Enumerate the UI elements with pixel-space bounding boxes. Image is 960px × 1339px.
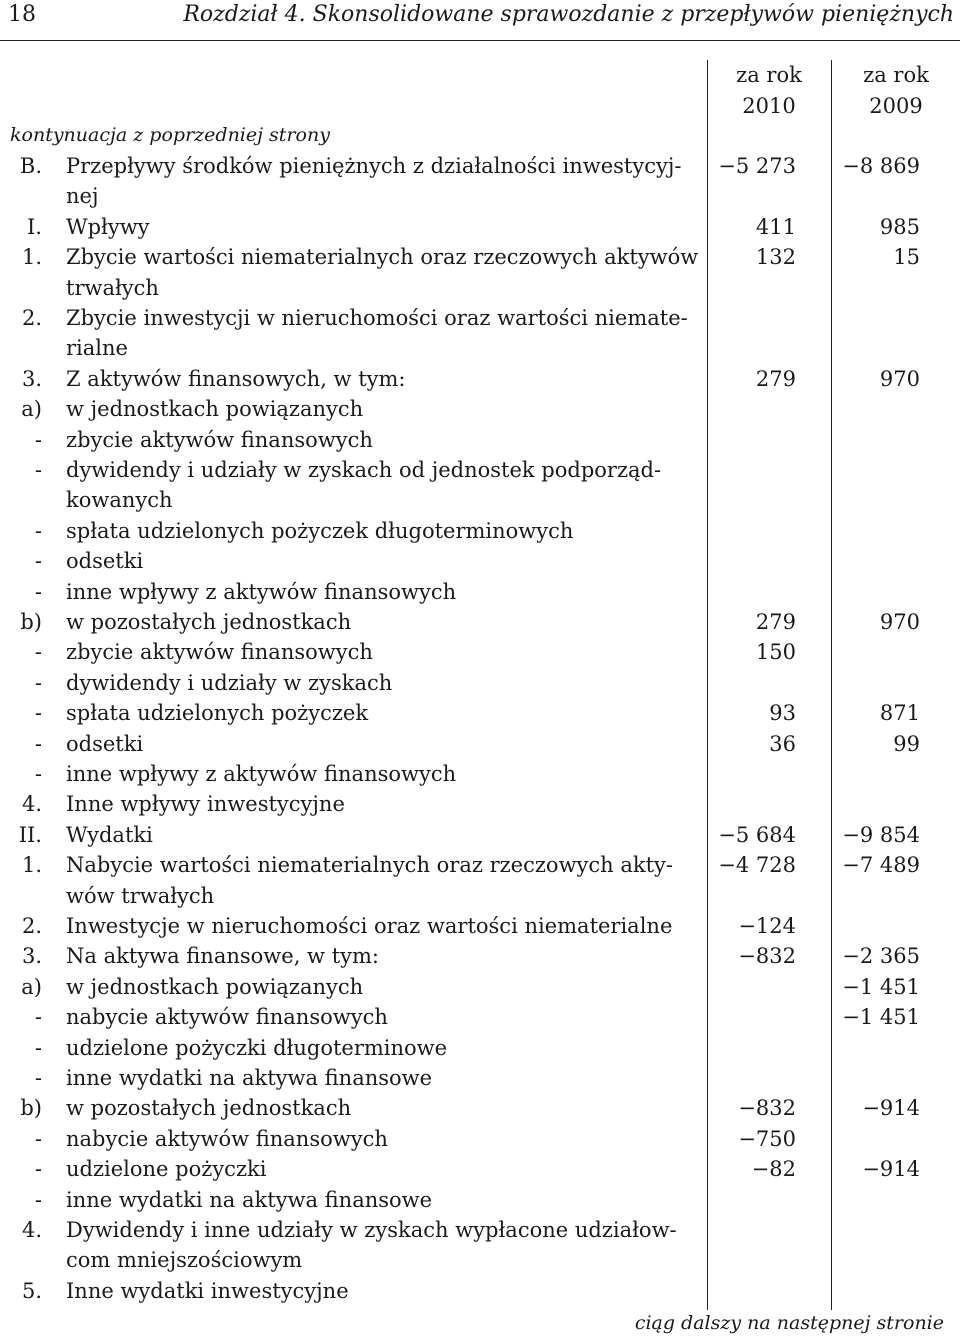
row-marker: -: [34, 518, 42, 543]
row-marker: 4.: [21, 792, 42, 817]
value-2010: 150: [755, 640, 796, 665]
row-label: odsetki: [66, 731, 144, 756]
value-2010: −832: [738, 944, 796, 969]
row-marker: 5.: [21, 1278, 42, 1303]
table-row: [0, 911, 960, 941]
row-label: Inwestycje w nieruchomości oraz wartości niematerialne: [66, 914, 673, 938]
value-2010: −5 273: [718, 154, 796, 178]
value-2010: 132: [755, 245, 796, 270]
row-label: spłata udzielonych pożyczek: [66, 701, 369, 726]
column-header-label: za rok: [863, 63, 929, 87]
row-marker: -: [34, 1157, 42, 1182]
page-number: 18: [8, 2, 36, 27]
value-2010: −4 728: [718, 853, 796, 878]
table-row: [0, 759, 960, 789]
value-2009: −914: [862, 1157, 920, 1182]
row-label: Z aktywów finansowych, w tym:: [66, 366, 406, 391]
value-2010: 36: [769, 731, 796, 756]
column-header-year: 2009: [869, 94, 923, 118]
table-row: [0, 820, 960, 850]
row-marker: -: [34, 670, 42, 695]
value-2009: 970: [879, 610, 920, 634]
table-row: [0, 729, 960, 759]
row-label: Wpływy: [66, 214, 150, 239]
table-row: [0, 789, 960, 819]
row-marker: a): [21, 974, 42, 999]
row-marker: -: [34, 1005, 42, 1030]
table-row: [0, 850, 960, 911]
value-2010: −5 684: [718, 822, 796, 847]
table-row: [0, 607, 960, 637]
row-label: udzielone pożyczki długoterminowe: [66, 1035, 448, 1060]
column-header-2010: [709, 60, 829, 122]
row-label: odsetki: [66, 549, 144, 574]
table-row: [0, 1063, 960, 1093]
table-row: [0, 546, 960, 576]
row-label: w jednostkach powiązanych: [66, 397, 364, 422]
row-marker: II.: [18, 822, 42, 847]
table-row: [0, 303, 960, 364]
value-2010: −832: [738, 1096, 796, 1121]
row-label: dywidendy i udziały w zyskach: [66, 670, 393, 695]
row-marker: -: [34, 1066, 42, 1090]
table-row: [0, 1002, 960, 1032]
row-label: zbycie aktywów finansowych: [66, 427, 373, 452]
column-header-label: za rok: [736, 63, 802, 87]
row-marker: -: [34, 731, 42, 756]
value-2009: 871: [879, 701, 920, 726]
row-label: Wydatki: [66, 822, 153, 847]
row-label: Dywidendy i inne udziały w zyskach wypłacone udziałow- com mniejszościowym: [66, 1218, 677, 1273]
table-row: [0, 151, 960, 212]
table-row: [0, 1093, 960, 1123]
row-label: zbycie aktywów finansowych: [66, 640, 373, 665]
row-marker: b): [20, 610, 42, 634]
value-2010: −124: [738, 914, 796, 938]
table-row: [0, 394, 960, 424]
row-marker: -: [34, 427, 42, 452]
value-2009: −914: [862, 1096, 920, 1121]
value-2009: 99: [893, 731, 920, 756]
table-row: [0, 1033, 960, 1063]
page-header: [0, 0, 960, 41]
table-row: [0, 1124, 960, 1154]
row-marker: -: [34, 1126, 42, 1151]
row-marker: -: [34, 762, 42, 786]
row-marker: B.: [19, 154, 42, 178]
row-label: nabycie aktywów finansowych: [66, 1126, 388, 1151]
row-label: Nabycie wartości niematerialnych oraz rzeczowych akty- wów trwałych: [66, 853, 674, 908]
table-row: [0, 212, 960, 242]
row-label: w pozostałych jednostkach: [66, 610, 352, 634]
row-marker: 3.: [21, 366, 42, 391]
table-row: [0, 455, 960, 516]
row-marker: 1.: [21, 245, 42, 270]
value-2009: −9 854: [842, 822, 920, 847]
table-row: [0, 1276, 960, 1306]
table-row: [0, 668, 960, 698]
table-row: [0, 1215, 960, 1276]
value-2009: −8 869: [842, 154, 920, 178]
row-marker: -: [34, 458, 42, 482]
value-2009: 970: [879, 366, 920, 391]
value-2009: −7 489: [842, 853, 920, 878]
row-marker: 4.: [21, 1218, 42, 1242]
table-row: [0, 364, 960, 394]
row-label: nabycie aktywów finansowych: [66, 1005, 388, 1030]
row-label: w jednostkach powiązanych: [66, 974, 364, 999]
column-header-2009: [836, 60, 956, 122]
row-marker: -: [34, 640, 42, 665]
table-row: [0, 941, 960, 971]
row-marker: -: [34, 701, 42, 726]
value-2009: −1 451: [842, 1005, 920, 1030]
row-label: Zbycie wartości niematerialnych oraz rzeczowych aktywów trwałych: [66, 245, 699, 300]
continued-note: ciąg dalszy na następnej stronie: [634, 1312, 944, 1334]
column-header-year: 2010: [742, 94, 796, 118]
row-marker: 2.: [21, 914, 42, 938]
row-marker: a): [21, 397, 42, 422]
table-row: [0, 972, 960, 1002]
value-2009: 15: [893, 245, 920, 270]
row-label: dywidendy i udziały w zyskach od jednostek podporząd- kowanych: [66, 458, 662, 513]
row-marker: -: [34, 1187, 42, 1212]
value-2010: 93: [769, 701, 796, 726]
row-marker: I.: [27, 214, 42, 239]
table-row: [0, 425, 960, 455]
table-row: [0, 1185, 960, 1215]
row-label: w pozostałych jednostkach: [66, 1096, 352, 1121]
row-label: Zbycie inwestycji w nieruchomości oraz wartości niemate- rialne: [66, 306, 688, 361]
value-2010: 411: [755, 214, 796, 239]
row-label: Inne wpływy inwestycyjne: [66, 792, 345, 817]
chapter-title: Rozdział 4. Skonsolidowane sprawozdanie z przepływów pieniężnych: [183, 2, 954, 27]
row-marker: -: [34, 579, 42, 604]
value-2010: 279: [755, 610, 796, 634]
table-row: [0, 242, 960, 303]
table-row: [0, 637, 960, 667]
row-label: udzielone pożyczki: [66, 1157, 267, 1182]
table-row: [0, 516, 960, 546]
row-label: inne wpływy z aktywów finansowych: [66, 762, 457, 786]
row-label: inne wpływy z aktywów finansowych: [66, 579, 457, 604]
row-marker: -: [34, 1035, 42, 1060]
value-2009: −1 451: [842, 974, 920, 999]
continuation-note: kontynuacja z poprzedniej strony: [10, 124, 330, 146]
row-label: Przepływy środków pieniężnych z działalności inwestycyj- nej: [66, 154, 682, 209]
row-label: Na aktywa finansowe, w tym:: [66, 944, 379, 969]
row-marker: b): [20, 1096, 42, 1121]
value-2009: −2 365: [842, 944, 920, 969]
row-label: Inne wydatki inwestycyjne: [66, 1278, 349, 1303]
row-marker: 1.: [21, 853, 42, 878]
row-label: inne wydatki na aktywa finansowe: [66, 1187, 433, 1212]
row-marker: -: [34, 549, 42, 574]
row-marker: 3.: [21, 944, 42, 969]
value-2010: −82: [751, 1157, 796, 1182]
table-row: [0, 1154, 960, 1184]
value-2010: −750: [738, 1126, 796, 1151]
value-2009: 985: [879, 214, 920, 239]
table-row: [0, 577, 960, 607]
row-marker: 2.: [21, 306, 42, 330]
row-label: spłata udzielonych pożyczek długoterminowych: [66, 518, 574, 543]
value-2010: 279: [755, 366, 796, 391]
table-row: [0, 698, 960, 728]
row-label: inne wydatki na aktywa finansowe: [66, 1066, 433, 1090]
